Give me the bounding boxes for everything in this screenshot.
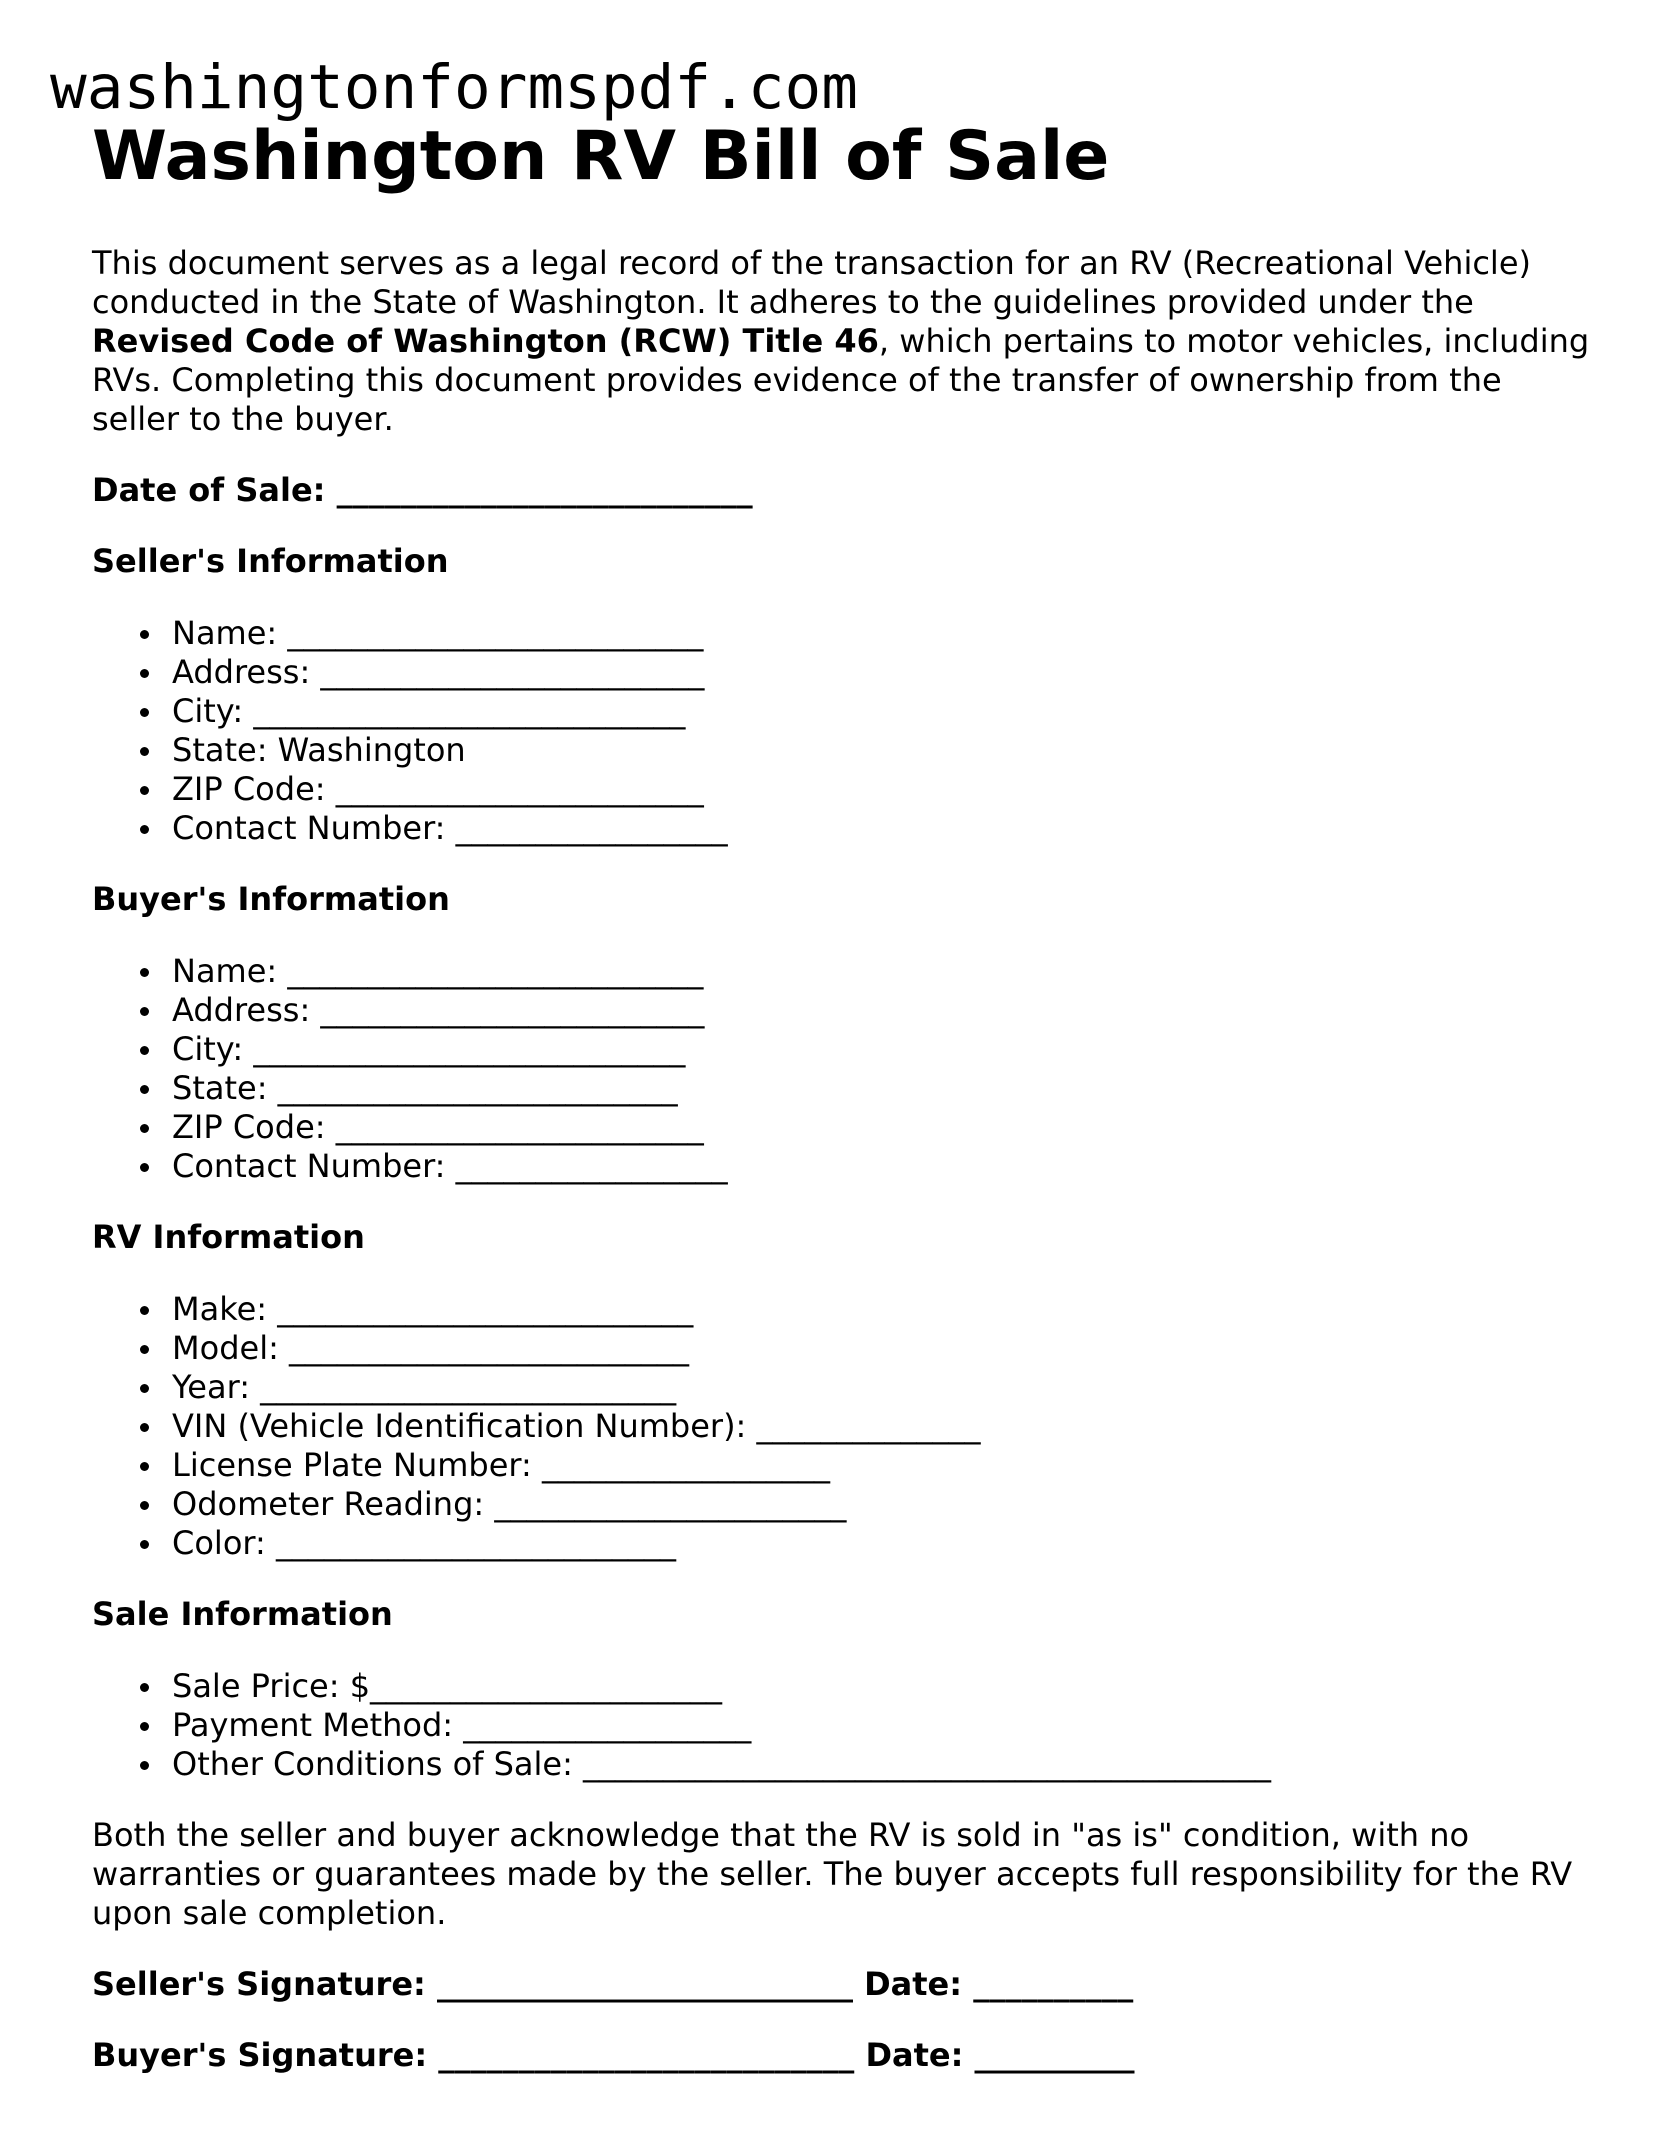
buyer-address-field[interactable]: Address: ________________________: [172, 991, 1592, 1030]
buyer-section-heading: Buyer's Information: [92, 880, 450, 918]
buyer-contact-field[interactable]: Contact Number: _________________: [172, 1147, 1592, 1186]
buyer-state-field[interactable]: State: _________________________: [172, 1069, 1592, 1108]
document-title: Washington RV Bill of Sale: [92, 117, 1110, 196]
rv-make-field[interactable]: Make: __________________________: [172, 1290, 1592, 1329]
rv-section-heading: RV Information: [92, 1218, 365, 1256]
buyer-signature-field[interactable]: Buyer's Signature: __________________________ Date: __________: [92, 2036, 1135, 2074]
payment-method-field[interactable]: Payment Method: __________________: [172, 1706, 1592, 1745]
intro-text-part1: This document serves as a legal record of the transaction for an RV (Recreational Vehicle) conducted in the State of Washington. It adheres to the guidelines provided under the: [92, 244, 1531, 321]
buyer-zip-field[interactable]: ZIP Code: _______________________: [172, 1108, 1592, 1147]
seller-section-heading: Seller's Information: [92, 542, 449, 580]
seller-signature-field[interactable]: Seller's Signature: __________________________ Date: __________: [92, 1965, 1134, 2003]
buyer-info-list: [92, 952, 1592, 1186]
intro-rcw-reference: Revised Code of Washington (RCW) Title 46: [92, 322, 879, 360]
rv-info-list: [92, 1290, 1592, 1563]
seller-city-field[interactable]: City: ___________________________: [172, 692, 1592, 731]
intro-paragraph: [92, 244, 1592, 439]
rv-odometer-field[interactable]: Odometer Reading: ______________________: [172, 1485, 1592, 1524]
seller-zip-field[interactable]: ZIP Code: _______________________: [172, 770, 1592, 809]
seller-info-list: [92, 614, 1592, 848]
rv-vin-field[interactable]: VIN (Vehicle Identification Number): ______________: [172, 1407, 1592, 1446]
document-page: [92, 112, 1592, 2075]
sale-section-heading: Sale Information: [92, 1595, 393, 1633]
rv-year-field[interactable]: Year: __________________________: [172, 1368, 1592, 1407]
watermark-text: washingtonformspdf.com: [50, 52, 858, 123]
sale-info-list: [92, 1667, 1592, 1784]
rv-model-field[interactable]: Model: _________________________: [172, 1329, 1592, 1368]
seller-address-field[interactable]: Address: ________________________: [172, 653, 1592, 692]
rv-license-plate-field[interactable]: License Plate Number: __________________: [172, 1446, 1592, 1485]
date-of-sale-field[interactable]: Date of Sale: __________________________: [92, 471, 753, 509]
rv-color-field[interactable]: Color: _________________________: [172, 1524, 1592, 1563]
seller-name-field[interactable]: Name: __________________________: [172, 614, 1592, 653]
other-conditions-field[interactable]: Other Conditions of Sale: ___________________________________________: [172, 1745, 1592, 1784]
buyer-name-field[interactable]: Name: __________________________: [172, 952, 1592, 991]
as-is-paragraph: Both the seller and buyer acknowledge that the RV is sold in "as is" condition, with no warranties or guarantees made by the seller. The buyer accepts full responsibility for the RV upon sale completion.: [92, 1816, 1573, 1932]
sale-price-field[interactable]: Sale Price: $______________________: [172, 1667, 1592, 1706]
seller-contact-field[interactable]: Contact Number: _________________: [172, 809, 1592, 848]
seller-state-field: State: Washington: [172, 731, 1592, 770]
buyer-city-field[interactable]: City: ___________________________: [172, 1030, 1592, 1069]
intro-text-part2: , which pertains to motor vehicles, including RVs. Completing this document provides evidence of the transfer of ownership from the seller to the buyer.: [92, 322, 1590, 438]
